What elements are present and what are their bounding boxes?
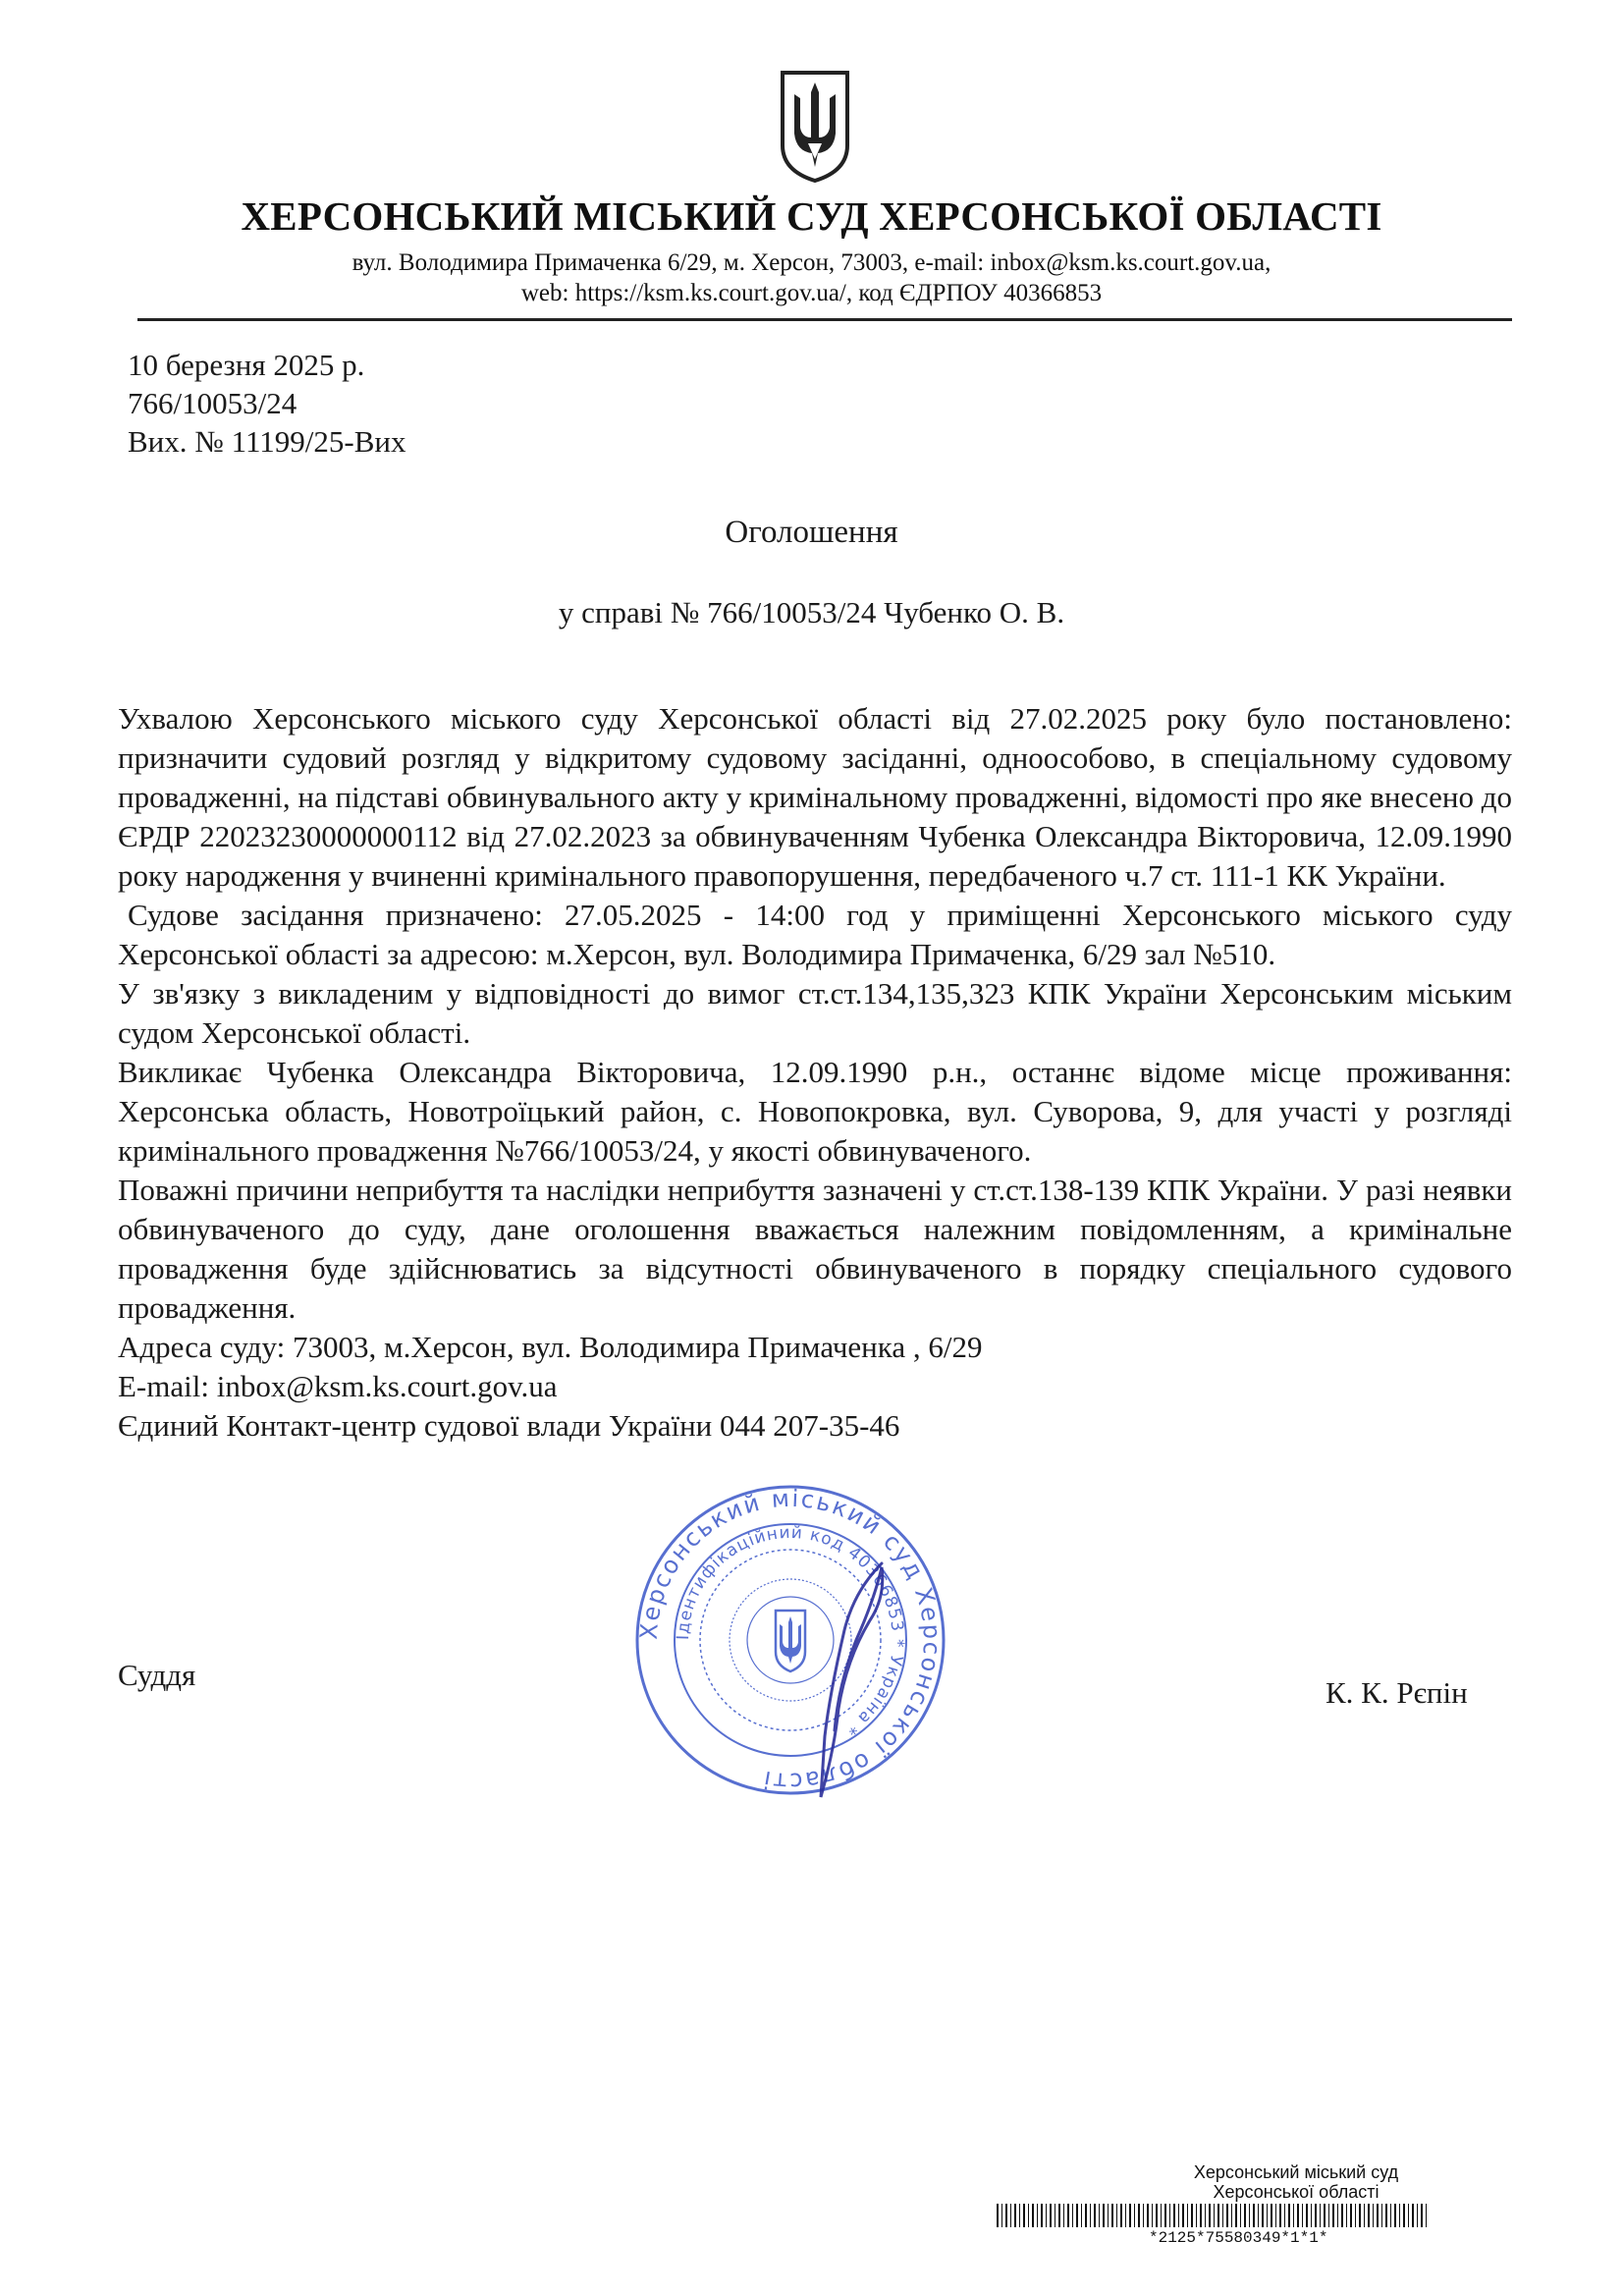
court-stamp xyxy=(628,1473,952,1807)
document-meta xyxy=(128,346,406,461)
footer-court-line1: Херсонський міський суд xyxy=(1193,2162,1399,2182)
body-paragraph-summons: Викликає Чубенка Олександра Вікторовича, 12.09.1990 р.н., останнє відоме місце проживання: Херсонська область, Новотроїцький район, с. Новопокровка, вул. Суворова, 9, для участі у розгляді кримінального провадження №766/10053/24, у якості обвинуваченого. xyxy=(118,1055,1512,1168)
contact-center-line: Єдиний Контакт-центр судової влади України 044 207-35-46 xyxy=(118,1408,900,1443)
document-title: Оголошення xyxy=(725,515,898,550)
court-address xyxy=(0,247,1623,308)
document-barcode xyxy=(997,2204,1429,2227)
footer-court-line2: Херсонської області xyxy=(1213,2182,1380,2202)
court-address-line: Адреса суду: 73003, м.Херсон, вул. Володимира Примаченка , 6/29 xyxy=(118,1330,983,1364)
document-subtitle: у справі № 766/10053/24 Чубенко О. В. xyxy=(558,595,1065,629)
court-address-line2: web: https://ksm.ks.court.gov.ua/, код ЄДРПОУ 40366853 xyxy=(520,280,1103,306)
court-address-line1: вул. Володимира Примаченка 6/29, м. Херсон, 73003, e-mail: inbox@ksm.ks.court.gov.ua, xyxy=(352,249,1271,276)
coat-of-arms-icon xyxy=(779,69,851,185)
judge-label: Суддя xyxy=(118,1658,196,1692)
barcode-text: *2125*75580349*1*1* xyxy=(1149,2229,1328,2245)
document-body xyxy=(118,699,1512,1446)
case-number: 766/10053/24 xyxy=(128,386,298,420)
stamp-inner-text: Ідентифікаційний код 40366853 * Україна * xyxy=(673,1522,908,1740)
body-paragraph-basis: У зв'язку з викладеним у відповідності до вимог ст.ст.134,135,323 КПК України Херсонським міським судом Херсонської області. xyxy=(118,976,1512,1050)
court-name: ХЕРСОНСЬКИЙ МІСЬКИЙ СУД ХЕРСОНСЬКОЇ ОБЛАСТІ xyxy=(241,193,1382,239)
footer-court-label xyxy=(1129,2162,1463,2202)
document-date: 10 березня 2025 р. xyxy=(128,348,365,382)
body-paragraph-hearing: Судове засідання призначено: 27.05.2025 - 14:00 год у приміщенні Херсонського міського суду Херсонської області за адресою: м.Херсон, вул. Володимира Примаченка, 6/29 зал №510. xyxy=(118,898,1512,971)
stamp-outer-text: Херсонський міський суд Херсонської області xyxy=(634,1484,947,1796)
outgoing-number: Вих. № 11199/25-Вих xyxy=(128,424,406,459)
header-divider xyxy=(137,318,1512,321)
judge-name: К. К. Рєпін xyxy=(1325,1675,1468,1710)
body-paragraph-consequences: Поважні причини неприбуття та наслідки неприбуття зазначені у ст.ст.138-139 КПК України. У разі неявки обвинуваченого до суду, дане оголошення вважається належним повідомленням, а кримінальне провадження буде здійснюватись за відсутності обвинуваченого в порядку спеціального судового провадження. xyxy=(118,1173,1512,1325)
body-paragraph-ruling: Ухвалою Херсонського міського суду Херсонської області від 27.02.2025 року було постановлено: призначити судовий розгляд у відкритому судовому засіданні, одноособово, в спеціальному судовому провадженні, на підставі обвинувального акту у кримінальному провадженні, відомості про яке внесено до ЄРДР 22023230000000112 від 27.02.2023 за обвинуваченням Чубенка Олександра Вікторовича, 12.09.1990 року народження у вчиненні кримінального правопорушення, передбаченого ч.7 ст. 111-1 КК України. xyxy=(118,701,1512,893)
court-email-line: E-mail: inbox@ksm.ks.court.gov.ua xyxy=(118,1369,558,1403)
